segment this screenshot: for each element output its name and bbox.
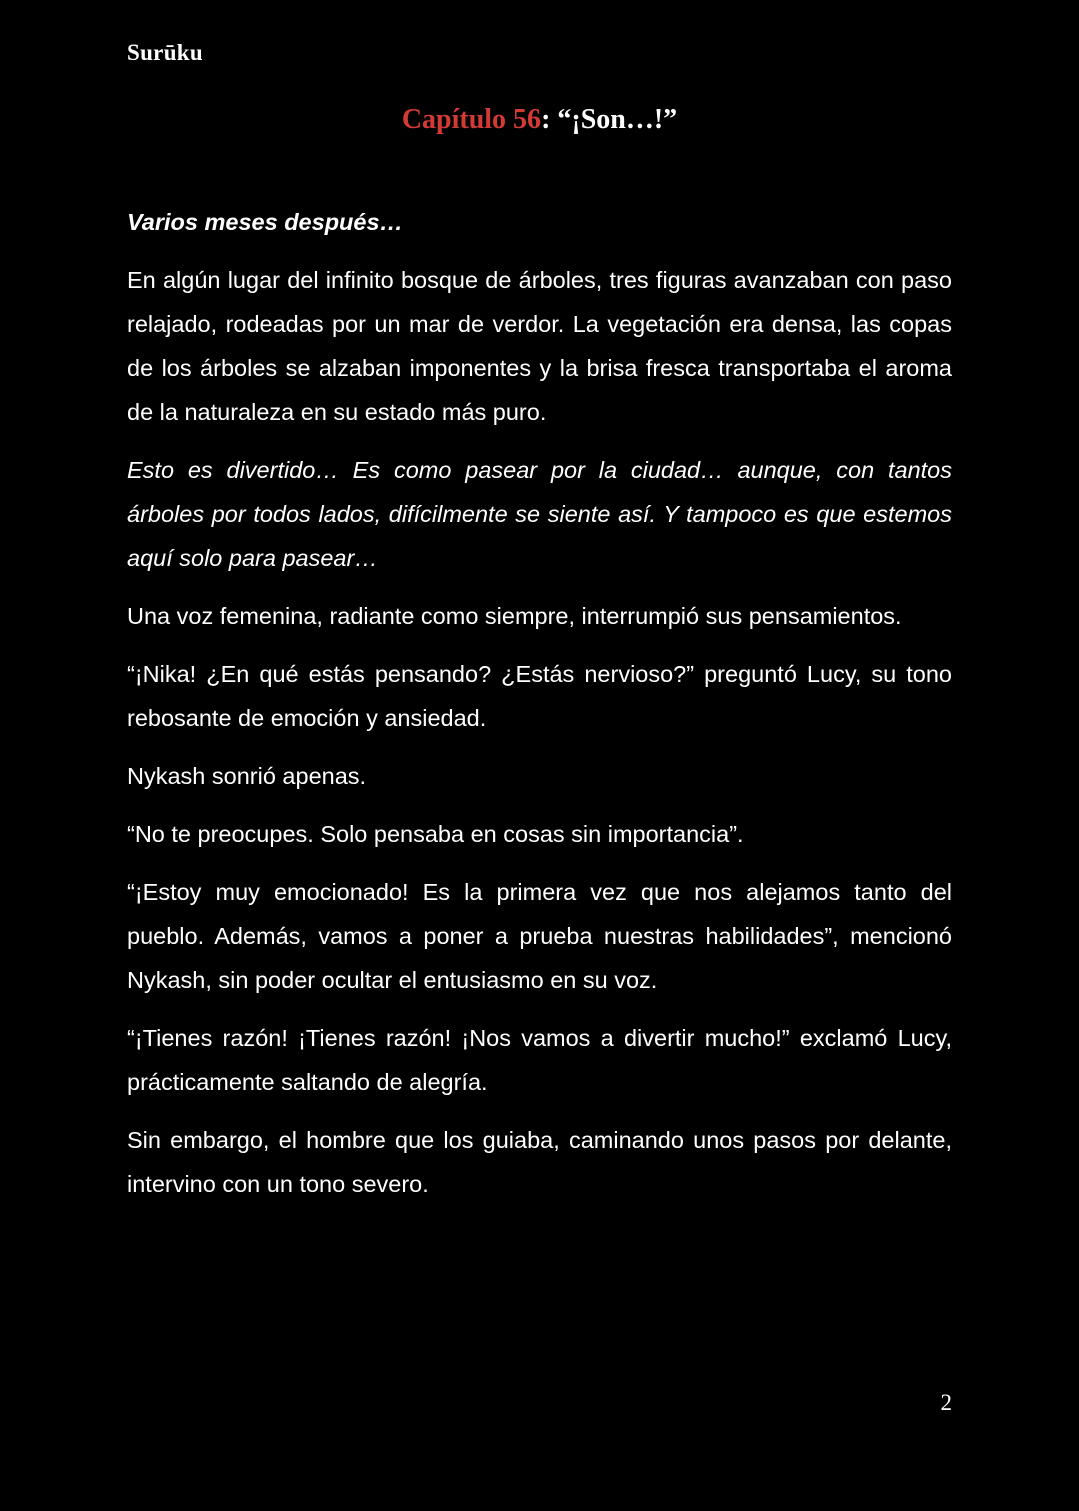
paragraph: “¡Estoy muy emocionado! Es la primera vez que nos alejamos tanto del pueblo. Además, vamos a poner a prueba nuestras habilidades”, mencionó Nykash, sin poder ocultar el entusiasmo en su voz. (127, 879, 952, 993)
scene-subheading: Varios meses después… (127, 209, 404, 235)
paragraph: Nykash sonrió apenas. (127, 763, 367, 789)
paragraph: “¡Nika! ¿En qué estás pensando? ¿Estás nervioso?” preguntó Lucy, su tono rebosante de emoción y ansiedad. (127, 661, 952, 731)
paragraph: “No te preocupes. Solo pensaba en cosas sin importancia”. (127, 821, 744, 847)
paragraph: En algún lugar del infinito bosque de árboles, tres figuras avanzaban con paso relajado, rodeadas por un mar de verdor. La vegetación era densa, las copas de los árboles se alzaban imponentes y la brisa fresca transportaba el aroma de la naturaleza en su estado más puro. (127, 267, 952, 425)
page-number: 2 (940, 1390, 952, 1415)
chapter-label: Capítulo 56 (401, 104, 542, 135)
chapter-separator: : (541, 104, 558, 135)
chapter-name: “¡Son…!” (557, 104, 678, 135)
running-header-author: Surūku (127, 40, 203, 65)
paragraph: Sin embargo, el hombre que los guiaba, caminando unos pasos por delante, intervino con un tono severo. (127, 1127, 952, 1197)
paragraph-thought: Esto es divertido… Es como pasear por la ciudad… aunque, con tantos árboles por todos lados, difícilmente se siente así. Y tampoco es que estemos aquí solo para pasear… (127, 457, 952, 571)
chapter-title (0, 104, 1079, 136)
body-text (127, 200, 952, 1220)
paragraph: “¡Tienes razón! ¡Tienes razón! ¡Nos vamos a divertir mucho!” exclamó Lucy, prácticamente saltando de alegría. (127, 1025, 952, 1095)
paragraph: Una voz femenina, radiante como siempre, interrumpió sus pensamientos. (127, 603, 902, 629)
